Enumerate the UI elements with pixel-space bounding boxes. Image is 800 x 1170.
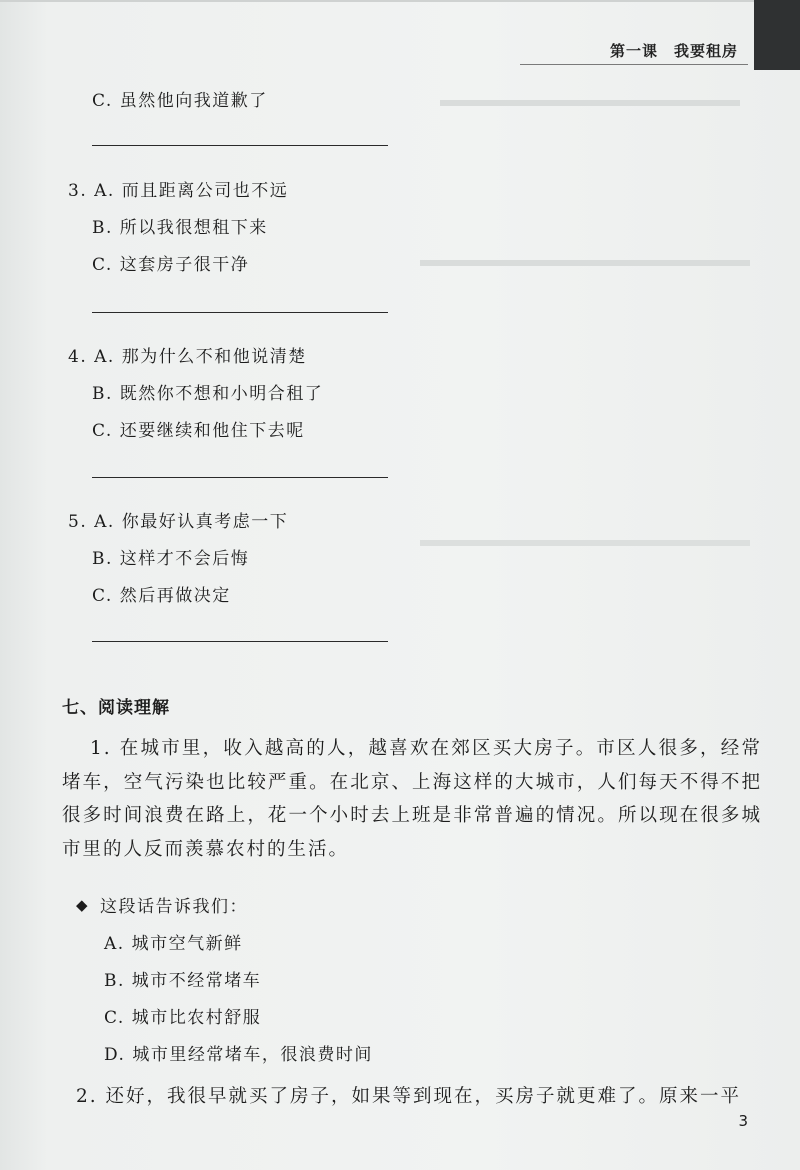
option-5b: B. 这样才不会后悔 (92, 549, 250, 569)
running-header: 第一课 我要租房 (609, 42, 738, 60)
question-prompt: 这段话告诉我们： (100, 897, 248, 917)
option-4a: 4. A. 那为什么不和他说清楚 (68, 347, 307, 367)
answer-line-2[interactable] (92, 145, 388, 146)
reading-option-a: A. 城市空气新鲜 (104, 934, 243, 954)
reading-passage-1: 1. 在城市里，收入越高的人，越喜欢在郊区买大房子。市区人很多，经常堵车，空气污染也比较严重。在北京、上海这样的大城市，人们每天不得不把很多时间浪费在路上，花一个小时去上班是非常普遍的情况。所以现在很多城市里的人反而羡慕农村的生活。 (62, 738, 762, 860)
bleed-through (440, 100, 740, 106)
page-number: 3 (738, 1112, 748, 1130)
diamond-bullet-icon: ◆ (76, 896, 88, 914)
section-title: 七、阅读理解 (62, 698, 170, 718)
header-rule (520, 64, 748, 65)
option-5c: C. 然后再做决定 (92, 586, 231, 606)
option-2c: C. 虽然他向我道歉了 (92, 91, 268, 111)
option-5a: 5. A. 你最好认真考虑一下 (68, 512, 289, 532)
reading-option-b: B. 城市不经常堵车 (104, 971, 262, 991)
bleed-through (420, 260, 750, 266)
answer-line-3[interactable] (92, 312, 388, 313)
reading-option-c: C. 城市比农村舒服 (104, 1008, 262, 1028)
option-4c: C. 还要继续和他住下去呢 (92, 421, 305, 441)
option-4b: B. 既然你不想和小明合租了 (92, 384, 324, 404)
page-top-edge (0, 0, 760, 2)
answer-line-4[interactable] (92, 477, 388, 478)
answer-line-5[interactable] (92, 641, 388, 642)
bleed-through (420, 540, 750, 546)
chapter-tab (754, 0, 800, 70)
reading-option-d: D. 城市里经常堵车，很浪费时间 (104, 1045, 373, 1065)
option-3c: C. 这套房子很干净 (92, 255, 250, 275)
reading-passage-2: 2. 还好，我很早就买了房子，如果等到现在，买房子就更难了。原来一平 (76, 1086, 742, 1107)
option-3a: 3. A. 而且距离公司也不远 (68, 181, 289, 201)
option-3b: B. 所以我很想租下来 (92, 218, 268, 238)
